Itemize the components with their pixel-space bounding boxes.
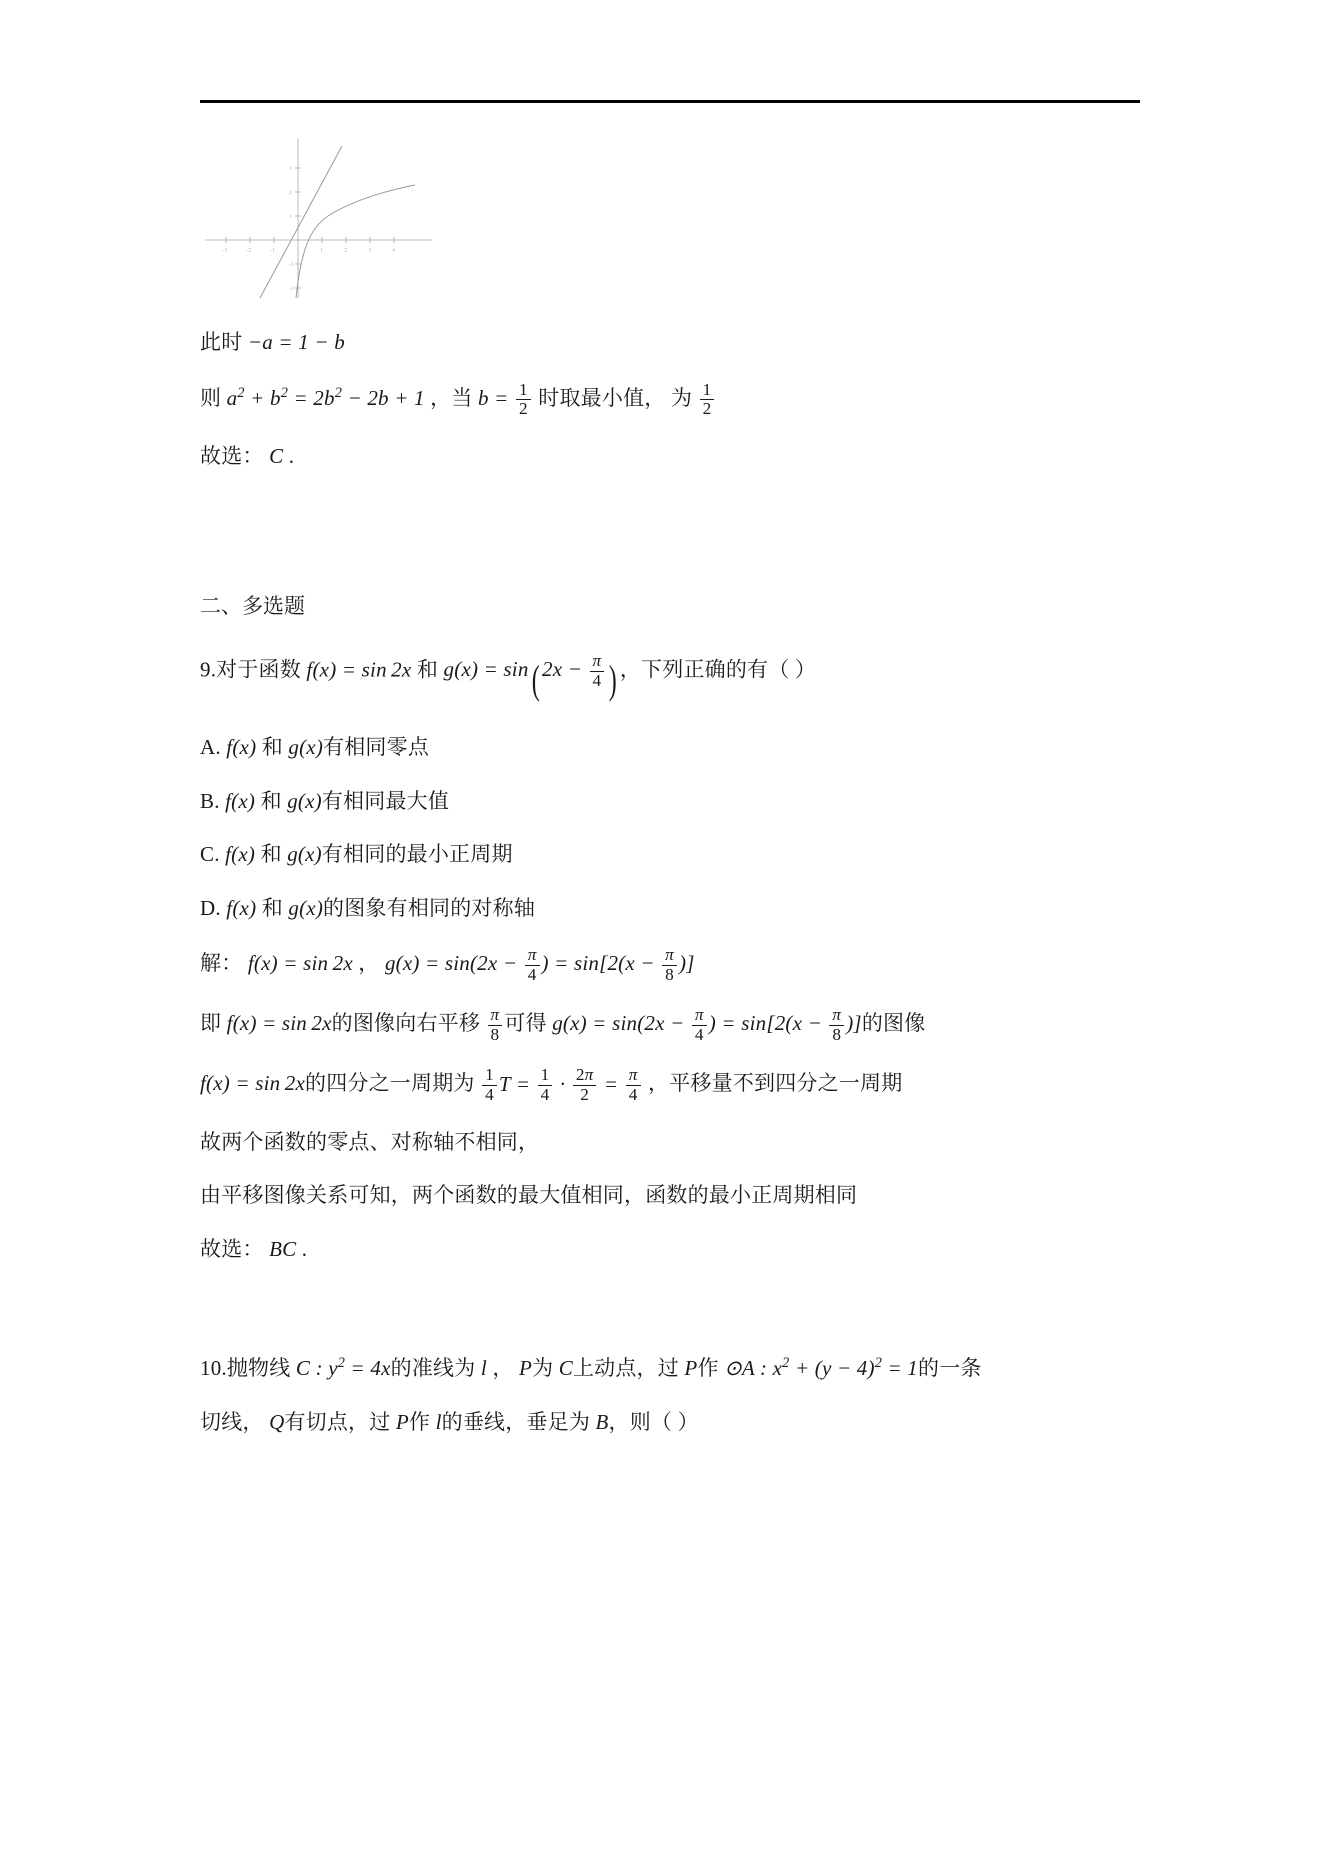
q10-part-8: 有切点，过 bbox=[284, 1409, 391, 1434]
q10-part-3: 为 bbox=[532, 1356, 554, 1381]
label-tuxiang-pingyi: 的图像向右平移 bbox=[331, 1011, 481, 1036]
question-10-number: 10. bbox=[200, 1356, 227, 1381]
symbol-c-1: C bbox=[558, 1356, 573, 1381]
option-d-text: 的图象有相同的对称轴 bbox=[323, 895, 536, 920]
fraction-pi-8-sol1: $\frac{\pi}{8}$ bbox=[662, 946, 677, 984]
period-1: . bbox=[288, 443, 295, 468]
spacer-2 bbox=[200, 1287, 1140, 1331]
option-d-label: D. bbox=[200, 895, 221, 920]
question-9-stem bbox=[200, 650, 1140, 710]
expr-gx-expanded-shift: g(x) = sin(2x − $\frac{\pi}{4}$ ) = sin[2(x − $\frac{\pi}{8}$ )] bbox=[552, 1005, 862, 1044]
line-answer-bc bbox=[200, 1234, 1140, 1266]
label-pingyiliang: ，平移量不到四分之一周期 bbox=[648, 1071, 903, 1096]
fraction-pi-8-shift: $\frac{\pi}{8}$ bbox=[488, 1006, 503, 1044]
coordinate-graph-figure bbox=[200, 130, 440, 305]
label-wei: 为 bbox=[670, 385, 693, 410]
label-guxuan-2: 故选： bbox=[200, 1236, 264, 1261]
option-a-label: A. bbox=[200, 735, 221, 760]
label-kede: 可得 bbox=[504, 1011, 547, 1036]
label-jie: 解： bbox=[200, 951, 243, 976]
period-2: . bbox=[301, 1236, 308, 1261]
expr-gx-sin-2x-minus-pi4: g(x) = sin( 2x − $\frac{\pi}{4}$ ) bbox=[443, 651, 618, 703]
label-sifenzhiyi: 的四分之一周期为 bbox=[305, 1071, 475, 1096]
line-cishi bbox=[200, 327, 1140, 359]
symbol-l: l bbox=[480, 1356, 487, 1381]
option-b-label: B. bbox=[200, 788, 220, 813]
label-shiqu: 时取最小值， bbox=[538, 385, 666, 410]
symbol-l-2: l bbox=[435, 1409, 442, 1434]
svg-text:-2: -2 bbox=[246, 248, 251, 254]
svg-text:2: 2 bbox=[344, 248, 347, 254]
expr-fx-sin2x-sol: f(x) = sin 2x bbox=[247, 951, 353, 976]
fraction-one-half-a: $\frac{1}{2}$ bbox=[516, 381, 531, 419]
q10-part-9: 作 bbox=[408, 1409, 431, 1434]
option-b-he: 和 bbox=[260, 788, 282, 813]
fraction-one-quarter-b: $\frac{1}{4}$ bbox=[538, 1066, 553, 1104]
fraction-one-quarter-a: $\frac{1}{4}$ bbox=[482, 1066, 497, 1104]
option-a-he: 和 bbox=[261, 735, 283, 760]
option-b-text: 有相同最大值 bbox=[321, 788, 450, 813]
label-guxuan: 故选： bbox=[200, 443, 264, 468]
svg-text:4: 4 bbox=[392, 248, 395, 254]
label-ji: 即 bbox=[200, 1011, 222, 1036]
label-he-q9: 和 bbox=[416, 657, 439, 682]
svg-text:-1: -1 bbox=[289, 262, 294, 268]
expr-gx-a: g(x) bbox=[288, 735, 324, 760]
fraction-2pi-over-2: $\frac{2\pi}{2}$ bbox=[573, 1066, 597, 1104]
label-ze: 则 bbox=[200, 385, 222, 410]
q10-part-11: ，则（ ） bbox=[608, 1409, 699, 1434]
symbol-p-3: P bbox=[395, 1409, 409, 1434]
q10-part-7: 切线， bbox=[200, 1409, 264, 1434]
option-c bbox=[200, 839, 1140, 871]
solution-line-1: 解： f(x) = sin 2x ， g(x) = sin(2x − $\frac{\pi}{4}$ ) = sin[2(x − $\frac{\pi}{8}$ )] bbox=[200, 945, 695, 984]
expr-fx-sin2x-shift: f(x) = sin 2x bbox=[226, 1011, 332, 1036]
symbol-b: B bbox=[595, 1409, 609, 1434]
question-10-stem-line1: 10.抛物线 C : $y^2 = 4x$的准线为 l ， P为 C上动点，过 P作 ⊙A : $x^2 + (y - 4)^2 = 1$的一条 bbox=[200, 1355, 982, 1381]
expr-fx-sin2x-q9: f(x) = sin 2x bbox=[306, 657, 412, 682]
label-cishi: 此时 bbox=[200, 330, 243, 354]
fraction-pi-4-result: $\frac{\pi}{4}$ bbox=[626, 1066, 641, 1104]
label-de-tuxiang: 的图像 bbox=[861, 1011, 926, 1036]
q10-part-6: 的一条 bbox=[918, 1356, 982, 1381]
answer-value-c: C bbox=[269, 443, 284, 468]
line-ze-expression bbox=[200, 381, 1140, 419]
option-b bbox=[200, 786, 1140, 818]
section-heading-multiple-choice: 二、多选题 bbox=[200, 594, 305, 619]
solution-line-2 bbox=[200, 1006, 1140, 1044]
solution-line-4: 故两个函数的零点、对称轴不相同， bbox=[200, 1129, 540, 1154]
q10-part-5: 作 bbox=[697, 1356, 719, 1381]
svg-text:-2: -2 bbox=[289, 286, 294, 292]
expr-neg-a-eq-1-minus-b: −a = 1 − b bbox=[247, 330, 345, 354]
option-c-he: 和 bbox=[260, 842, 282, 867]
svg-text:1: 1 bbox=[289, 214, 292, 220]
svg-text:3: 3 bbox=[289, 166, 292, 172]
option-d-he: 和 bbox=[261, 895, 283, 920]
fraction-pi-4-sol2: $\frac{\pi}{4}$ bbox=[692, 1006, 707, 1044]
expr-parabola-c: C : $y^2 = 4x$ bbox=[295, 1355, 391, 1381]
question-9-number: 9. bbox=[200, 657, 217, 682]
expr-b-eq-half: b = $\frac{1}{2}$ bbox=[478, 386, 538, 410]
symbol-p-2: P bbox=[684, 1356, 698, 1381]
label-dang: ，当 bbox=[430, 385, 473, 410]
expr-fx-sin2x-period: f(x) = sin 2x bbox=[200, 1071, 305, 1096]
document-content bbox=[200, 120, 1140, 1460]
symbol-q: Q bbox=[269, 1409, 285, 1434]
question-9-tail: ，下列正确的有（ ） bbox=[619, 657, 817, 682]
expr-gx-d: g(x) bbox=[288, 895, 324, 920]
question-10-stem-line2 bbox=[200, 1407, 1140, 1439]
svg-text:2: 2 bbox=[289, 190, 292, 196]
solution-line-5: 由平移图像关系可知，两个函数的最大值相同，函数的最小正周期相同 bbox=[200, 1183, 858, 1208]
expr-gx-b: g(x) bbox=[287, 788, 322, 813]
expr-a2-b2: $a^2 + b^2 = 2b^2 - 2b + 1$ bbox=[226, 384, 431, 410]
fraction-one-half-b: $\frac{1}{2}$ bbox=[700, 381, 715, 419]
spacer-1 bbox=[200, 494, 1140, 538]
fraction-pi-4-sol1: $\frac{\pi}{4}$ bbox=[525, 946, 540, 984]
q10-part-1: 抛物线 bbox=[226, 1356, 291, 1381]
expr-quarter-period: $\frac{1}{4}$ T = $\frac{1}{4}$ · $\frac{2\pi}{2}$ = $\frac{\pi}{4}$ bbox=[480, 1072, 648, 1096]
solution-line-3 bbox=[200, 1066, 1140, 1104]
expr-fx-b: f(x) bbox=[225, 788, 256, 813]
expr-gx-expanded-sol: g(x) = sin(2x − $\frac{\pi}{4}$ ) = sin[2(x − $\frac{\pi}{8}$ )] bbox=[384, 945, 695, 984]
line-answer-c bbox=[200, 441, 1140, 473]
symbol-p-1: P bbox=[519, 1356, 533, 1381]
option-c-text: 有相同的最小正周期 bbox=[321, 842, 513, 867]
q10-part-4: 上动点，过 bbox=[572, 1356, 679, 1381]
option-a bbox=[200, 732, 1140, 764]
question-9-lead: 对于函数 bbox=[216, 657, 301, 682]
option-c-label: C. bbox=[200, 842, 220, 867]
expr-fx-d: f(x) bbox=[226, 895, 257, 920]
option-a-text: 有相同零点 bbox=[323, 735, 430, 760]
svg-text:-1: -1 bbox=[270, 248, 275, 254]
q10-part-10: 的垂线，垂足为 bbox=[441, 1409, 591, 1434]
fraction-pi-8-sol2: $\frac{\pi}{8}$ bbox=[829, 1006, 844, 1044]
option-d bbox=[200, 893, 1140, 925]
answer-value-bc: BC bbox=[269, 1236, 297, 1261]
svg-text:1: 1 bbox=[320, 248, 323, 254]
svg-text:-3: -3 bbox=[222, 248, 227, 254]
expr-fx-c: f(x) bbox=[225, 842, 256, 867]
expr-gx-c: g(x) bbox=[287, 842, 322, 867]
expr-fx-a: f(x) bbox=[226, 735, 257, 760]
fraction-pi-4-q9: $\frac{\pi}{4}$ bbox=[590, 652, 605, 690]
svg-text:3: 3 bbox=[368, 248, 371, 254]
header-rule bbox=[200, 100, 1140, 103]
expr-circle-a: ⊙A : $x^2 + (y - 4)^2 = 1$ bbox=[724, 1355, 919, 1381]
q10-part-2: 的准线为 bbox=[390, 1356, 476, 1381]
